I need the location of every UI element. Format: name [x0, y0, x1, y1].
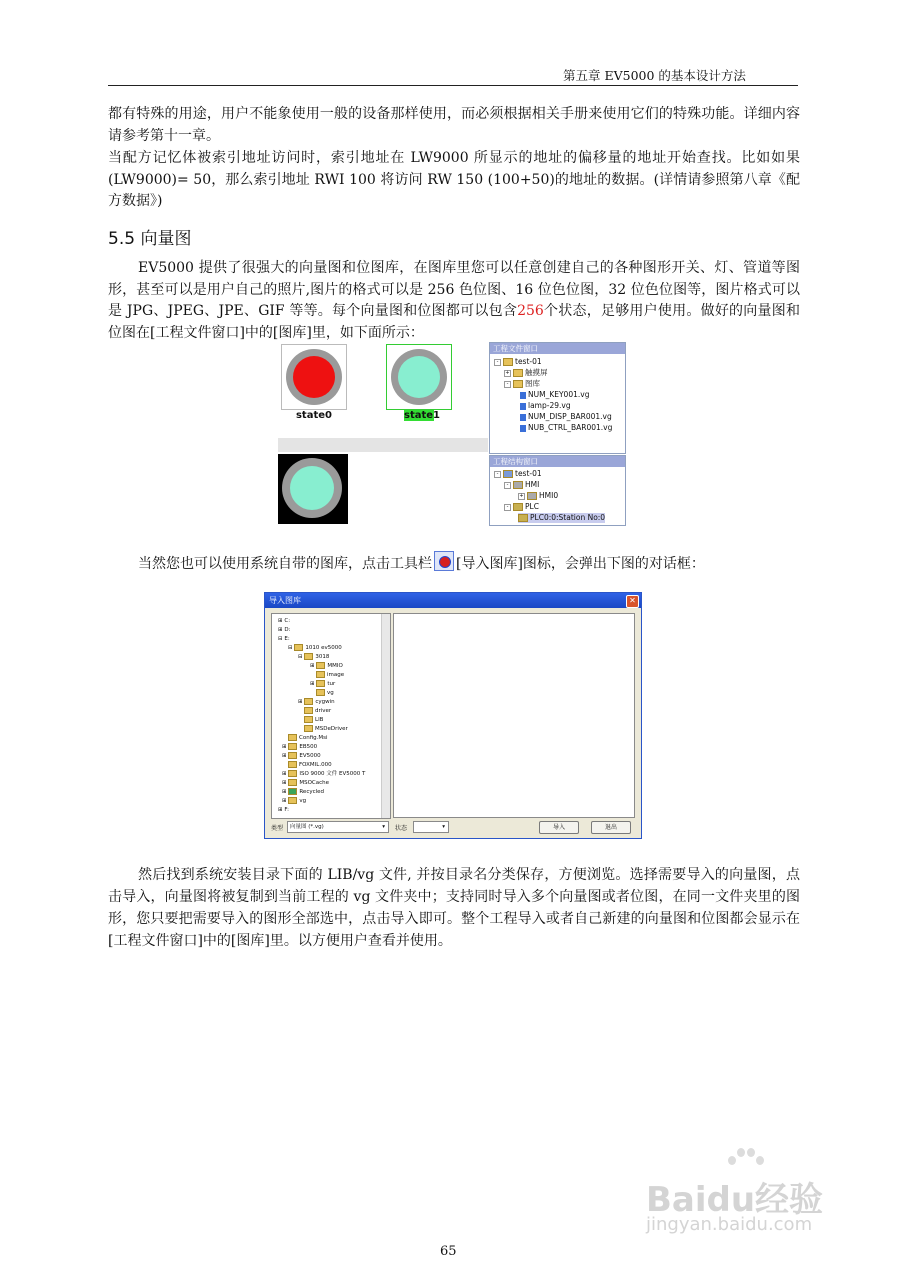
paw-icon: [726, 1146, 766, 1172]
project-structure-window[interactable]: [489, 455, 626, 526]
tree-node[interactable]: MSDeDriver: [304, 725, 348, 733]
paragraph-4-text-b: [导入图库]图标，会弹出下图的对话框：: [456, 556, 705, 572]
watermark-logo: [646, 1160, 846, 1235]
tree-node[interactable]: ⊟ 1010 ev5000: [288, 645, 342, 651]
figure-vector-library: [278, 342, 626, 524]
tree-node[interactable]: ⊞ C:: [278, 618, 291, 624]
paragraph-2-text: 当配方记忆体被索引地址访问时，索引地址在 LW9000 所显示的地址的偏移量的地址开始查找。比如如果(LW9000)= 50，那么索引地址 RWI 100 将访问 RW 150 (100+50)的地址的数据。(详情请参照第八章《配方数据》): [108, 150, 800, 209]
tree-node[interactable]: Config.Msi: [288, 734, 328, 742]
project-file-window[interactable]: [489, 342, 626, 454]
paragraph-3-text-a: EV5000 提供了很强大的向量图和位图库，在图库里您可以任意创建自己的各种图形开关、灯、管道等图形，甚至可以是用户自己的照片,图片的格式可以是 256 色位图、16 位色位图，32 位色位图等，图片格式可以是 JPG、JPEG、JPE、GIF 等等。每个向量图和位图都可以包含: [108, 260, 800, 319]
tree-node[interactable]: ⊞ D:: [278, 627, 291, 633]
tree-item[interactable]: NUB_CTRL_BAR001.vg: [520, 423, 612, 433]
tree-item[interactable]: + 触摸屏: [505, 368, 548, 377]
chapter-header: 第五章 EV5000 的基本设计方法: [563, 68, 746, 83]
tree-node[interactable]: ⊞ Recycled: [282, 789, 325, 795]
paragraph-4-text-a: 当然您也可以使用系统自带的图库，点击工具栏: [138, 556, 432, 572]
folder-tree[interactable]: [271, 613, 391, 819]
tree-item[interactable]: lamp-29.vg: [520, 401, 571, 411]
tree-node[interactable]: image: [316, 671, 344, 679]
tree-item[interactable]: NUM_KEY001.vg: [520, 390, 589, 400]
paragraph-4: [108, 551, 798, 576]
section-heading: 5.5 向量图: [108, 229, 192, 249]
tree-node[interactable]: ⊞ tur: [310, 681, 336, 687]
preview-area: [393, 613, 635, 818]
dialog-title: 导入图库: [269, 596, 301, 605]
tree-node[interactable]: ⊞ vg: [282, 798, 307, 804]
type-select[interactable]: 向量图 (*.vg) ▾: [287, 821, 389, 833]
paragraph-1: [108, 104, 800, 147]
state1-label: state1: [404, 410, 441, 421]
watermark-brand: Baidu经验: [646, 1180, 824, 1220]
watermark-url: jingyan.baidu.com: [646, 1214, 813, 1235]
tree-item[interactable]: PLC0:0:Station No:0: [518, 513, 605, 523]
state1-lamp: [386, 344, 452, 410]
tree-node[interactable]: ⊞ F:: [278, 807, 289, 813]
type-label: 类型: [271, 825, 284, 832]
state0-label: state0: [295, 410, 332, 421]
tree-node[interactable]: driver: [304, 707, 331, 715]
tree-item[interactable]: - HMI: [504, 480, 539, 490]
close-icon[interactable]: ✕: [626, 595, 639, 608]
import-library-dialog: [264, 592, 642, 839]
dialog-titlebar: [265, 593, 641, 608]
tree-item[interactable]: - 图库: [504, 379, 540, 389]
state-count-highlight: 256: [517, 303, 544, 319]
tree-item[interactable]: + HMI0: [519, 491, 559, 500]
watermark: [646, 1160, 846, 1235]
tree-node[interactable]: ⊞ ISO 9000 文件 EV5000 T: [282, 771, 366, 777]
state-select[interactable]: ▾: [413, 821, 449, 833]
import-library-icon: [434, 551, 454, 571]
tree-node[interactable]: ⊞ EB500: [282, 744, 318, 750]
tree-node[interactable]: ⊟ 3018: [298, 654, 330, 660]
lamp-preview: [278, 454, 348, 524]
paragraph-3: [108, 258, 800, 344]
tree-node[interactable]: ⊞ EV5000: [282, 753, 321, 759]
file-window-title: 工程文件窗口: [490, 343, 625, 354]
tree-node[interactable]: vg: [316, 689, 334, 697]
tree-node[interactable]: LIB: [304, 716, 323, 724]
tree-node[interactable]: ⊞ cygwin: [298, 699, 335, 705]
state-label: 状态: [395, 825, 408, 832]
tree-item[interactable]: NUM_DISP_BAR001.vg: [520, 412, 612, 422]
header-rule: [108, 85, 798, 86]
figure-scrollbar: [278, 438, 488, 452]
tree-scrollbar[interactable]: [381, 614, 390, 818]
tree-node[interactable]: ⊞ MMIO: [310, 663, 343, 669]
import-button[interactable]: 导入: [539, 821, 579, 834]
exit-button[interactable]: 退出: [591, 821, 631, 834]
tree-item[interactable]: - test-01: [494, 357, 542, 367]
tree-node[interactable]: ⊞ MSOCache: [282, 780, 330, 786]
tree-item[interactable]: - PLC: [504, 502, 539, 512]
tree-node[interactable]: ⊟ E:: [278, 636, 290, 642]
struct-window-title: 工程结构窗口: [490, 456, 625, 467]
paragraph-2: [108, 148, 800, 213]
page-number: 65: [440, 1244, 457, 1259]
tree-item[interactable]: - test-01: [494, 469, 542, 479]
paragraph-5-text: 然后找到系统安装目录下面的 LIB/vg 文件, 并按目录名分类保存，方便浏览。选择需要导入的向量图，点击导入，向量图将被复制到当前工程的 vg 文件夹中；支持同时导入多个向量图或者位图，在同一文件夹里的图形，您只要把需要导入的图形全部选中，点击导入即可。整个工程导入或者自己新建的向量图和位图都会显示在[工程文件窗口]中的[图库]里。以方便用户查看并使用。: [108, 867, 800, 949]
paragraph-5: [108, 864, 800, 952]
state0-lamp: [281, 344, 347, 410]
paragraph-1-text: 都有特殊的用途，用户不能象使用一般的设备那样使用，而必须根据相关手册来使用它们的特殊功能。详细内容请参考第十一章。: [108, 106, 800, 144]
paragraph-3-text-b: 个状态，足够用户使用。做好的向量图和位图在[工程文件窗口]中的[图库]里，如下面所示：: [108, 303, 800, 341]
tree-node[interactable]: FOXMIL.000: [288, 761, 332, 769]
